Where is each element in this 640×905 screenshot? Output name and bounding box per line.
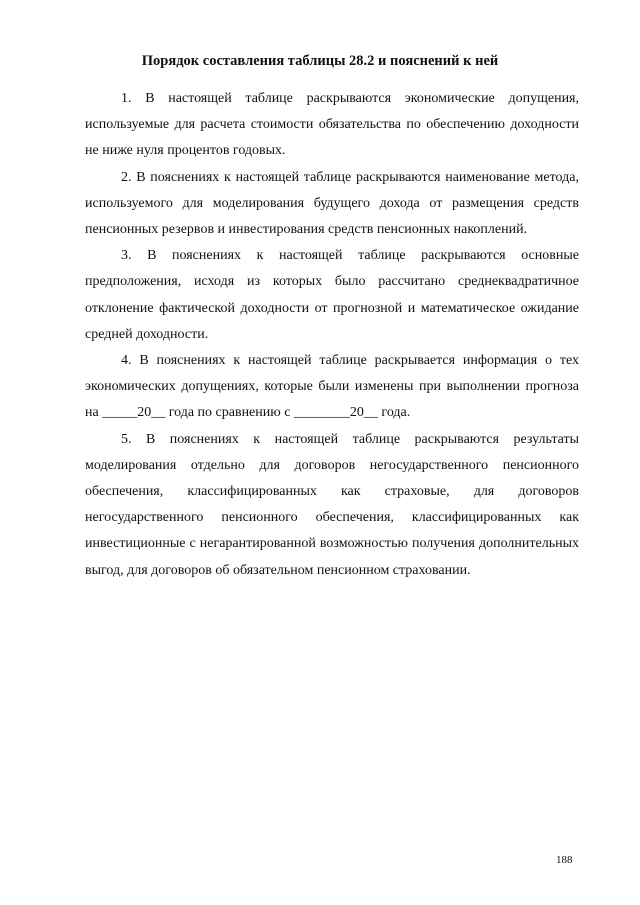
paragraph-5: 5. В пояснениях к настоящей таблице раскрываются результаты моделирования отдельно для договоров негосударственного пенсионного обеспечения, классифицированных как страховые, для договоров негосударственного пенсионного обеспечения, классифицированных как инвестиционные с негарантированной возможностью получения дополнительных выгод, для договоров об обязательном пенсионном страховании.: [85, 431, 579, 578]
page-number: 188: [556, 854, 573, 866]
paragraph-4: 4. В пояснениях к настоящей таблице раскрывается информация о тех экономических допущениях, которые были изменены при выполнении прогноза на _____20__ года по сравнению с ________20__ года.: [85, 353, 579, 421]
paragraph-2: 2. В пояснениях к настоящей таблице раскрываются наименование метода, используемого для моделирования будущего дохода от размещения средств пенсионных резервов и инвестирования средств пенсионных накоплений.: [85, 169, 579, 238]
document-title: Порядок составления таблицы 28.2 и пояснений к ней: [141, 53, 499, 69]
paragraph-1: 1. В настоящей таблице раскрываются экономические допущения, используемые для расчета стоимости обязательства по обеспечению доходности не ниже нуля процентов годовых.: [85, 91, 579, 159]
paragraph-3: 3. В пояснениях к настоящей таблице раскрываются основные предположения, исходя из которых было рассчитано среднеквадратичное отклонение фактической доходности от прогнозной и математическое ожидание средней доходности.: [85, 248, 579, 342]
document-body: [85, 86, 579, 584]
